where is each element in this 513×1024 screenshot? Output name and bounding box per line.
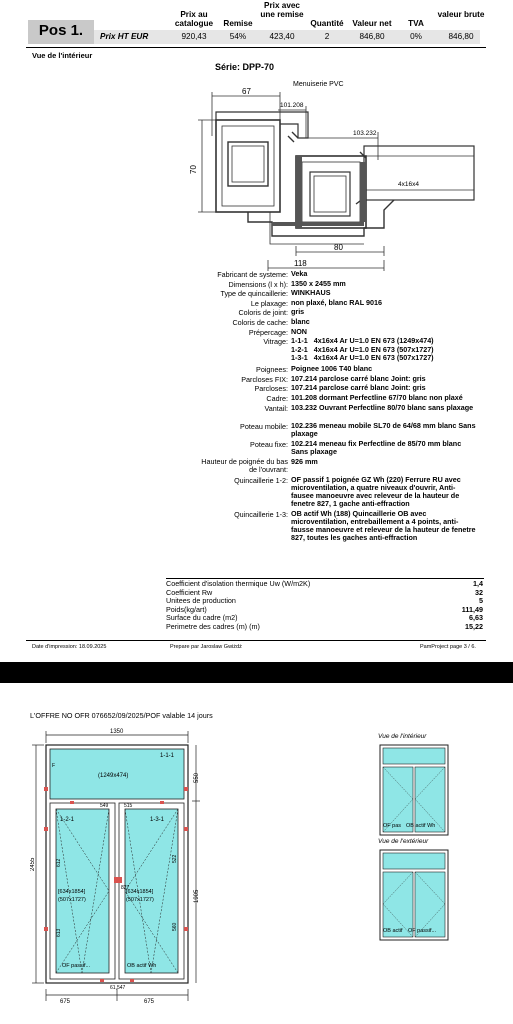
coefficient-label: Perimetre des cadres (m) (m) (166, 622, 260, 631)
col-quantite: Quantité (310, 19, 344, 28)
vitrage-label: Vitrage: (263, 337, 288, 347)
prepared-by: Prepare par Jaroslaw Gwiżdż (170, 644, 242, 650)
m-515: 515 (124, 803, 133, 809)
spec-label: Parcloses: (254, 384, 288, 394)
mini-interior-left: OF pas (383, 823, 402, 829)
dim-118: 118 (294, 259, 307, 268)
pos-label: Pos 1. (38, 22, 84, 39)
spec-value: 107.214 parclose carré blanc Joint: gris (291, 373, 426, 383)
coefficient-value: 1,4 (473, 579, 483, 588)
dim-70: 70 (189, 165, 198, 174)
spec-label: Cadre: (266, 394, 288, 403)
m-613: 613 (56, 928, 62, 937)
m-612: 612 (56, 858, 62, 867)
m-549: 549 (100, 803, 109, 809)
spec-value: 101.208 dormant Perfectline 67/70 blanc non plaxé (291, 393, 463, 402)
col-tva: TVA (408, 19, 424, 28)
mini-interior-right: OB actif Wh (406, 823, 436, 829)
serie-title: Série: DPP-70 (215, 62, 275, 72)
spec-value: 107.214 parclose carré blanc Joint: gris (291, 383, 426, 393)
val-valeur-brute: 846,80 (448, 32, 474, 41)
spec-label: Poignees: (256, 365, 288, 375)
spec-label: Quincaillerie 1-2: (234, 475, 288, 485)
coefficient-value: 32 (475, 587, 483, 597)
coefficient-label: Poids(kg/art) (166, 604, 207, 614)
val-prix-remise: 423,40 (269, 32, 295, 41)
spec-value: 926 mm (291, 456, 318, 466)
coefficient-label: Coefficient d'isolation thermique Uw (W/m2K) (166, 579, 311, 588)
spec-label: Quincaillerie 1-3: (234, 509, 288, 519)
dim-101: 101.208 (280, 102, 304, 109)
dim-top: 550 (194, 772, 200, 783)
price-label: Prix HT EUR (100, 32, 149, 41)
spec-value: blanc (291, 317, 310, 326)
fix-label: 1-1-1 (160, 753, 175, 759)
val-catalogue: 920,43 (181, 32, 207, 41)
spec-value: 1350 x 2455 mm (291, 278, 346, 288)
vitrage-line: 1-3-1 4x16x4 Ar U=1.0 EN 673 (507x1727) (291, 353, 434, 362)
dim-width: 1350 (110, 729, 124, 735)
dim-103: 103.232 (353, 130, 377, 137)
spec-value: Veka (291, 269, 308, 278)
spec-value: non plaxé, blanc RAL 9016 (291, 297, 382, 307)
m-560: 560 (172, 922, 178, 931)
m-522: 522 (172, 854, 178, 863)
fix-f: F (52, 763, 56, 769)
footer-divider (26, 640, 486, 641)
spec-value: gris (291, 307, 305, 317)
spec-label: Fabricant de systeme: (217, 270, 288, 279)
spec-value: NON (291, 326, 307, 336)
val-remise: 54% (229, 32, 247, 41)
col-valeur-brute: valeur brute (437, 10, 485, 19)
dim-bottom: 1905 (194, 889, 200, 903)
mini-exterior-left: OB actif (383, 928, 403, 934)
profile-title: Menuiserie PVC (293, 81, 344, 88)
left-size-2: (507x1727) (58, 897, 86, 903)
spec-label: Poteau mobile: (240, 421, 288, 431)
mini-exterior-right: OF passif... (408, 928, 437, 934)
dim-height: 2455 (30, 857, 36, 871)
coefficient-label: Coefficient Rw (166, 587, 213, 597)
val-quantite: 2 (324, 32, 330, 41)
spec-label: Dimensions (l x h): (228, 279, 288, 289)
spec-value: WINKHAUS (291, 288, 331, 298)
col-prix-remise: Prix avec une remise (260, 1, 304, 19)
mini-exterior-drawing (378, 848, 450, 942)
coefficient-value: 5 (479, 596, 483, 606)
spec-value: 102.236 meneau mobile SL70 de 64/68 mm blanc Sans plaxage (291, 420, 476, 438)
mini-interior-drawing (378, 743, 450, 837)
dim-80: 80 (334, 243, 343, 252)
spec-value: Poignee 1006 T40 blanc (291, 364, 373, 374)
mini-exterior-title: Vue de l'extérieur (378, 838, 429, 845)
left-size-1: [634x1854] (58, 889, 86, 895)
page-number: PamProject page 3 / 6. (420, 644, 476, 650)
spec-label: Le plaxage: (250, 298, 288, 308)
spec-value: 102.214 meneau fix Perfectline de 85/70 mm blanc Sans plaxage (291, 438, 462, 456)
left-label: 1-2-1 (60, 817, 75, 823)
spec-label: Vantail: (264, 403, 288, 413)
left-caption: OF passif... (62, 963, 91, 969)
offer-line: L'OFFRE NO OFR 076652/09/2025/POF valable 14 jours (30, 711, 213, 720)
spec-label: Prépercage: (248, 327, 288, 337)
print-date: Date d'impression: 18.09.2025 (32, 644, 107, 650)
page-2 (0, 683, 513, 1024)
coefficient-label: Unitees de production (166, 596, 236, 606)
profile-section-drawing (188, 76, 478, 272)
vitrage-line: 1-2-1 4x16x4 Ar U=1.0 EN 673 (507x1727) (291, 344, 434, 354)
header-divider (26, 47, 486, 48)
coefficient-value: 6,63 (469, 613, 483, 623)
val-valeur-net: 846,80 (359, 32, 385, 41)
right-label: 1-3-1 (150, 817, 165, 823)
dim-half-right: 675 (144, 999, 155, 1005)
col-valeur-net: Valeur net (352, 19, 392, 28)
spec-label: Hauteur de poignée du bas de l'ouvrant: (201, 456, 288, 474)
coefficient-value: 111,49 (461, 604, 483, 614)
spec-value: 103.232 Ouvrant Perfectline 80/70 blanc sans plaxage (291, 402, 474, 412)
spec-value: OB actif Wh (188) Quincaillerie OB avec microventilation, entrebaillement a 4 points, anti-fausse manoeuvre et releveur de la hauteur de fenetre 827, toutes les gaches anti-effraction (291, 508, 476, 543)
dim-half-left: 675 (60, 999, 71, 1005)
spec-label: Coloris de cache: (232, 318, 288, 327)
val-tva: 0% (410, 32, 422, 41)
mini-interior-title: Vue de l'intérieur (378, 733, 427, 740)
col-remise: Remise (223, 19, 253, 28)
m-827: 827 (121, 885, 130, 891)
dim-glass: 4x16x4 (398, 181, 419, 188)
right-size-1: [634x1854] (126, 889, 154, 895)
coefficient-label: Surface du cadre (m2) (166, 613, 238, 623)
window-drawing (30, 727, 200, 1017)
vitrage-line: 1-1-1 4x16x4 Ar U=1.0 EN 673 (1249x474) (291, 336, 434, 346)
spec-label: Poteau fixe: (250, 439, 288, 449)
col-catalogue: Prix au catalogue (174, 10, 214, 28)
right-size-2: (507x1727) (126, 897, 154, 903)
view-interior-label: Vue de l'intérieur (32, 51, 93, 60)
right-caption: OB actif Wh (127, 963, 157, 969)
spec-label: Coloris de joint: (238, 308, 288, 318)
fix-size: (1249x474) (98, 773, 129, 779)
spec-label: Parcloses FIX: (241, 374, 288, 384)
spec-label: Type de quincaillerie: (220, 289, 288, 299)
dim-67: 67 (242, 87, 251, 96)
coefficient-value: 15,22 (465, 622, 483, 631)
spec-value: OF passif 1 poignée GZ Wh (220) Ferrure RU avec microventilation, a quatre niveaux d'ouvrir, Anti-fausee manoeuvre avec releveur de la hauteur de fenetre 827, 1 gache anti-effraction (291, 474, 461, 509)
m-mid: 61,547 (110, 985, 126, 991)
